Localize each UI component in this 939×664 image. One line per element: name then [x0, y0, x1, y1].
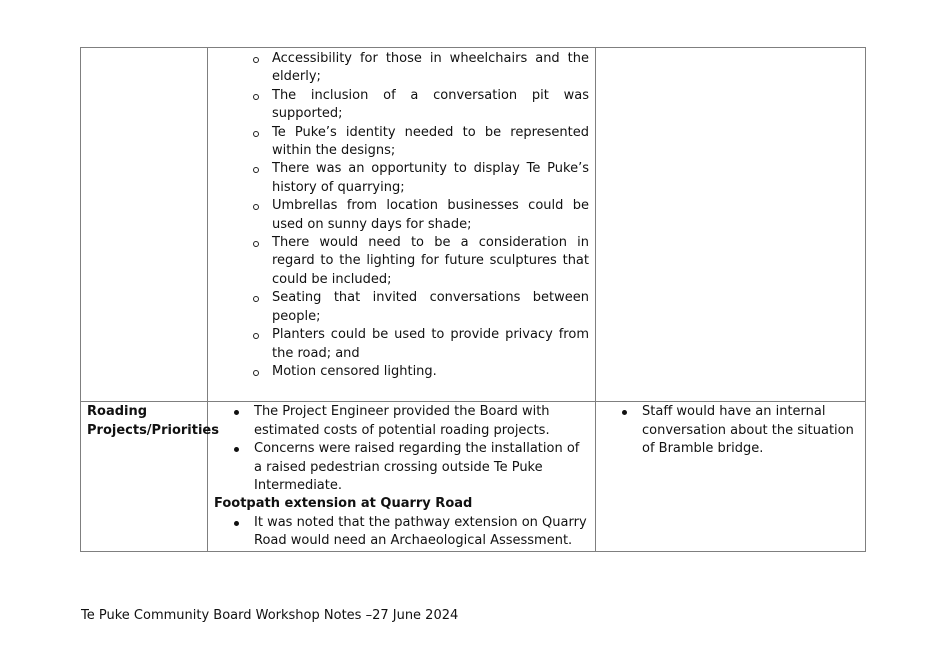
actions-cell-empty	[596, 48, 866, 402]
table-row	[81, 48, 866, 402]
topic-cell	[81, 402, 219, 551]
notes-table	[80, 47, 866, 552]
hollow-bullet-icon	[253, 94, 259, 100]
list-item: Umbrellas from location businesses could be used on sunny days for shade;	[272, 197, 589, 234]
bullet-icon	[234, 410, 239, 415]
discussion-list	[208, 403, 595, 495]
topic-cell-empty	[81, 48, 208, 402]
discussion-cell	[208, 402, 596, 551]
list-item: The inclusion of a conversation pit was supported;	[272, 87, 589, 124]
hollow-bullet-icon	[253, 333, 259, 339]
list-item: Te Puke’s identity needed to be represented within the designs;	[272, 124, 589, 161]
list-item: The Project Engineer provided the Board with estimated costs of potential roading projects.	[254, 403, 587, 440]
list-item: Seating that invited conversations between people;	[272, 289, 589, 326]
list-item: There was an opportunity to display Te Puke’s history of quarrying;	[272, 160, 589, 197]
list-item: It was noted that the pathway extension on Quarry Road would need an Archaeological Assessment.	[254, 514, 587, 551]
hollow-bullet-icon	[253, 204, 259, 210]
table-row	[81, 402, 866, 551]
bullet-icon	[622, 410, 627, 415]
hollow-bullet-icon	[253, 131, 259, 137]
discussion-cell	[208, 48, 596, 402]
bullet-icon	[234, 521, 239, 526]
list-item: There would need to be a consideration in regard to the lighting for future sculptures that could be included;	[272, 234, 589, 289]
sub-heading: Footpath extension at Quarry Road	[214, 496, 473, 512]
hollow-bullet-icon	[253, 57, 259, 63]
list-item: Accessibility for those in wheelchairs and the elderly;	[272, 50, 589, 87]
hollow-bullet-icon	[253, 167, 259, 173]
list-item: Planters could be used to provide privacy from the road; and	[272, 326, 589, 363]
page-footer: Te Puke Community Board Workshop Notes –27 June 2024	[81, 608, 459, 623]
hollow-bullet-icon	[253, 370, 259, 376]
hollow-bullet-icon	[253, 296, 259, 302]
bullet-icon	[234, 447, 239, 452]
list-item: Concerns were raised regarding the installation of a raised pedestrian crossing outside Te Puke Intermediate.	[254, 440, 587, 495]
actions-cell	[596, 402, 866, 551]
sub-heading-list	[208, 514, 595, 551]
hollow-bullet-icon	[253, 241, 259, 247]
feedback-sublist	[208, 48, 595, 401]
discussion-block	[208, 402, 595, 550]
topic-title: Roading Projects/Priorities	[87, 404, 219, 438]
list-item: Staff would have an internal conversation about the situation of Bramble bridge.	[642, 403, 857, 458]
actions-block	[596, 402, 865, 458]
list-item: Motion censored lighting.	[272, 363, 589, 381]
actions-list	[596, 403, 865, 458]
